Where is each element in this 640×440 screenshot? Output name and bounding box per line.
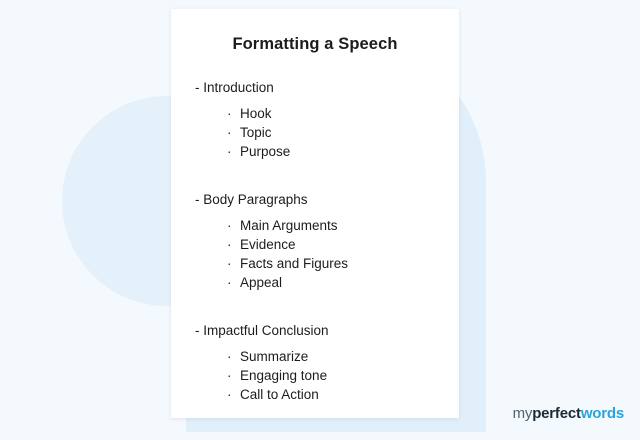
list-item-label: Hook	[240, 106, 272, 121]
page-title: Formatting a Speech	[232, 35, 398, 53]
brand-logo-words: words	[580, 405, 624, 422]
section-impactful-conclusion	[191, 323, 439, 405]
list-item-label: Main Arguments	[240, 217, 338, 233]
section-spacer	[191, 176, 439, 192]
list-item	[227, 255, 439, 273]
list-item	[227, 143, 439, 161]
bullet-icon: ·	[227, 367, 232, 383]
list-item-label: Summarize	[240, 348, 309, 364]
list-item	[227, 124, 439, 142]
bullet-icon: ·	[227, 386, 232, 402]
bullet-list	[191, 348, 439, 405]
bullet-icon: ·	[227, 144, 232, 160]
list-item-label: Facts and Figures	[240, 256, 349, 272]
list-item	[227, 105, 439, 123]
bullet-icon: ·	[227, 236, 232, 252]
bullet-icon: ·	[227, 125, 232, 141]
list-item	[227, 236, 439, 254]
list-item-label: Evidence	[240, 236, 296, 252]
brand-logo-my: my	[512, 405, 533, 422]
speech-outline-card	[171, 9, 459, 418]
bullet-list	[191, 105, 439, 162]
section-heading: - Introduction	[195, 80, 274, 95]
bullet-list	[191, 217, 439, 293]
list-item	[227, 274, 439, 292]
bullet-icon: ·	[227, 217, 232, 233]
section-introduction	[191, 80, 439, 162]
list-item	[227, 348, 439, 366]
list-item-label: Purpose	[240, 144, 291, 160]
section-spacer	[191, 307, 439, 323]
brand-logo	[513, 405, 624, 422]
bullet-icon: ·	[227, 275, 232, 291]
list-item-label: Engaging tone	[240, 367, 328, 383]
list-item	[227, 217, 439, 235]
section-body-paragraphs	[191, 192, 439, 293]
list-item	[227, 386, 439, 404]
bullet-icon: ·	[227, 348, 232, 364]
list-item-label: Appeal	[240, 275, 283, 291]
list-item-label: Call to Action	[240, 386, 319, 402]
list-item	[227, 367, 439, 385]
section-heading: - Impactful Conclusion	[195, 322, 329, 338]
bullet-icon: ·	[227, 256, 232, 272]
brand-logo-perfect: perfect	[532, 405, 581, 422]
section-heading: - Body Paragraphs	[195, 191, 308, 207]
bullet-icon: ·	[227, 106, 232, 121]
list-item-label: Topic	[240, 125, 272, 141]
